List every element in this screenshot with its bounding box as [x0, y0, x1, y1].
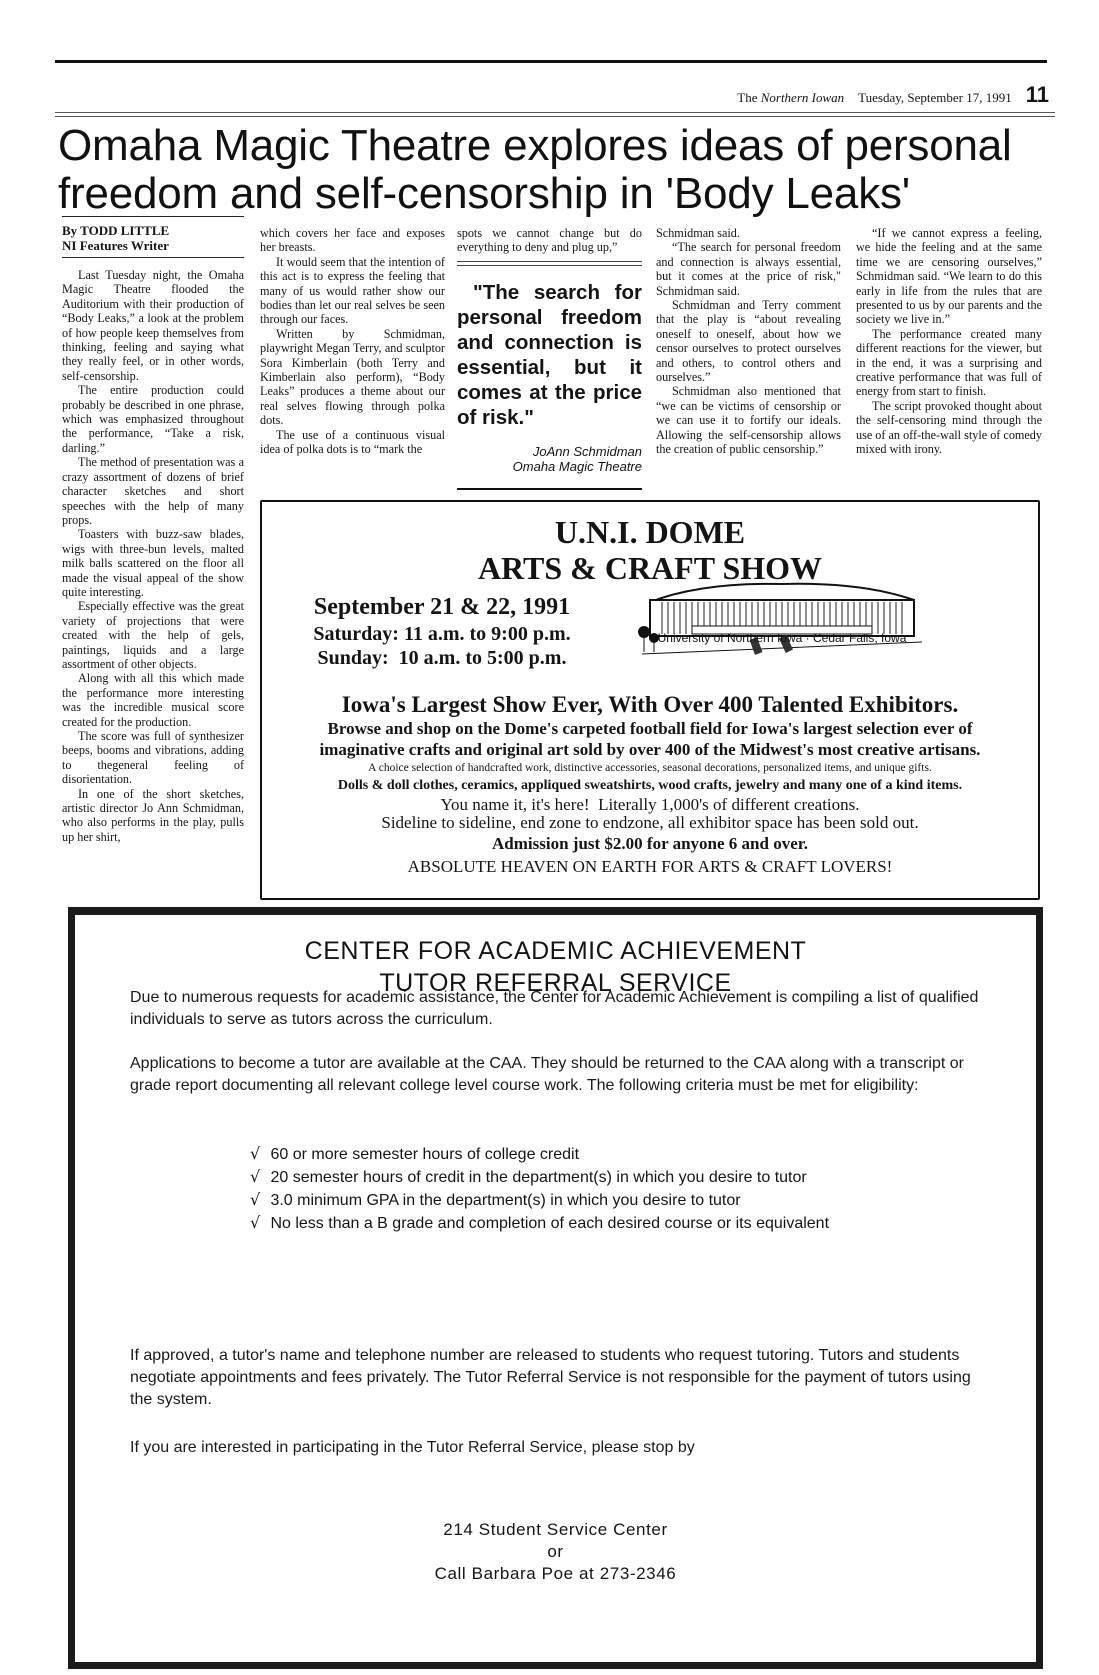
- criteria-text: 3.0 minimum GPA in the department(s) in which you desire to tutor: [270, 1192, 741, 1209]
- top-rule: [55, 60, 1047, 63]
- headline-line-1: Omaha Magic Theatre explores ideas of personal: [58, 121, 1012, 170]
- quote-bottom-rule: [457, 488, 642, 490]
- uni-dome-illustration-icon: [632, 578, 932, 658]
- craft-headline: Iowa's Largest Show Ever, With Over 400 Talented Exhibitors.: [341, 692, 959, 717]
- quote-top-rule: [457, 261, 642, 266]
- article-column-3: [457, 226, 642, 490]
- article-column-4: [656, 226, 841, 457]
- byline-title: NI Features Writer: [62, 238, 169, 253]
- craft-ad-details: [262, 692, 1038, 878]
- byline-author: By TODD LITTLE: [62, 223, 170, 238]
- paragraph: The script provoked thought about the self-censoring mind through the use of an off-the-wall style of comedy mixed with irony.: [856, 398, 1042, 457]
- craft-title-line-2: ARTS & CRAFT SHOW: [477, 550, 823, 586]
- paragraph: In one of the short sketches, artistic director Jo Ann Schmidman, who also performs in the play, pulls up her shirt,: [62, 786, 244, 844]
- tutor-title-line-1: CENTER FOR ACADEMIC ACHIEVEMENT: [304, 937, 807, 965]
- checkmark-icon: √: [250, 1190, 261, 1209]
- article-headline: [58, 122, 1058, 218]
- issue-date: Tuesday, September 17, 1991: [858, 90, 1012, 105]
- tutor-applications: [130, 1053, 990, 1097]
- craft-line: Sideline to sideline, end zone to endzone, all exhibitor space has been sold out.: [381, 813, 919, 832]
- paragraph: The entire production could probably be described in one phrase, which was emphasized throughout the performance, “Take a risk, darling.”: [62, 383, 244, 455]
- paragraph: “If we cannot express a feeling, we hide the feeling and at the same time we are censoring ourselves,” Schmidman said. “We learn to do this early in life from the rules that are presented to us by our parents and the society we live in.”: [856, 226, 1042, 327]
- tutor-title-line-2: TUTOR REFERRAL SERVICE: [379, 969, 732, 997]
- tutor-contact: [75, 1519, 1036, 1585]
- article-column-1: [62, 216, 244, 844]
- tutor-intro: [130, 987, 990, 1031]
- show-dates: September 21 & 22, 1991: [313, 594, 571, 620]
- attribution-name: JoAnn Schmidman: [532, 443, 642, 459]
- attribution-org: Omaha Magic Theatre: [512, 458, 642, 474]
- paragraph: If you are interested in participating in the Tutor Referral Service, please stop by: [130, 1439, 695, 1456]
- eligibility-criteria: [250, 1143, 870, 1235]
- checkmark-icon: √: [250, 1213, 261, 1232]
- sunday-hours: Sunday: 10 a.m. to 5:00 p.m.: [317, 647, 567, 669]
- craft-tagline: ABSOLUTE HEAVEN ON EARTH FOR ARTS & CRAFT LOVERS!: [407, 857, 893, 876]
- paragraph: It would seem that the intention of this act is to express the feeling that many of us would rather show our bodies than let our real selves be seen through our faces.: [260, 254, 445, 327]
- paragraph: Schmidman and Terry comment that the play is “about revealing oneself to oneself, about how we censor ourselves to protect ourselves and others, to control others and ourselves.”: [656, 298, 841, 385]
- byline: [62, 216, 244, 258]
- paragraph: The performance created many different reactions for the viewer, but in the end, it was a surprising and creative performance that was full of energy from start to finish.: [856, 326, 1042, 399]
- paragraph: “The search for personal freedom and connection is always essential, but it comes at the price of risk," Schmidman said.: [656, 240, 841, 298]
- paragraph: The method of presentation was a crazy assortment of dozens of brief character sketches and short speeches with the help of many props.: [62, 455, 244, 527]
- craft-line: Dolls & doll clothes, ceramics, appliqued sweatshirts, wood crafts, jewelry and many one of a kind items.: [337, 778, 963, 793]
- criteria-item: [250, 1189, 870, 1212]
- criteria-item: [250, 1143, 870, 1166]
- paragraph: Written by Schmidman, playwright Megan Terry, and sculptor Sora Kimberlain (both Terry and Kimberlain also perform), “Body Leaks” produces a theme about our real selves flowing through polka dots.: [260, 326, 445, 428]
- paragraph: Especially effective was the great variety of projections that were created with the help of gels, paintings, liquids and a large assortment of other objects.: [62, 599, 244, 671]
- paragraph: Toasters with buzz-saw blades, wigs with three-bun levels, malted milk balls scattered on the floor all made the visual appeal of the show quite interesting.: [62, 527, 244, 599]
- contact-location: 214 Student Service Center: [443, 1520, 668, 1539]
- paragraph: Schmidman also mentioned that “we can be victims of censorship or we can use it to fortify our ideals. Allowing the self-censorship allows the creation of public censorship.”: [656, 384, 841, 457]
- paper-title: [737, 90, 844, 106]
- tutor-approval-info: [130, 1345, 990, 1411]
- contact-or: or: [547, 1542, 564, 1561]
- saturday-hours: Saturday: 11 a.m. to 9:00 p.m.: [313, 623, 571, 645]
- checkmark-icon: √: [250, 1144, 261, 1163]
- headline-line-2: freedom and self-censorship in 'Body Leaks': [58, 169, 910, 218]
- dome-caption: University of Northern Iowa · Cedar Falls, Iowa: [657, 631, 907, 645]
- paragraph: The score was full of synthesizer beeps, booms and vibrations, adding to thegeneral feeling of disorientation.: [62, 729, 244, 787]
- paragraph: spots we cannot change but do everything to deny and plug up,”: [457, 226, 642, 255]
- article-column-5: [856, 226, 1042, 457]
- paragraph: The use of a continuous visual idea of polka dots is to “mark the: [260, 427, 445, 457]
- craft-ad-title: [262, 514, 1038, 586]
- craft-show-schedule: [292, 592, 592, 670]
- criteria-text: 20 semester hours of credit in the department(s) in which you desire to tutor: [270, 1169, 807, 1186]
- page-header: [737, 82, 1049, 108]
- criteria-text: 60 or more semester hours of college credit: [270, 1146, 580, 1163]
- article-column-2: [260, 226, 445, 457]
- criteria-text: No less than a B grade and completion of each desired course or its equivalent: [270, 1215, 830, 1232]
- paragraph: If approved, a tutor's name and telephone number are released to students who request tutoring. Tutors and students negotiate appointments and fees privately. The Tutor Referral Service is not responsible for the payment of tutors using the system.: [130, 1347, 971, 1408]
- criteria-item: [250, 1166, 870, 1189]
- craft-line: A choice selection of handcrafted work, distinctive accessories, seasonal decorations, personalized items, and unique gifts.: [368, 762, 932, 774]
- paper-name: Northern Iowan: [760, 90, 845, 105]
- criteria-item: [250, 1212, 870, 1235]
- paragraph: Last Tuesday night, the Omaha Magic Theatre flooded the Auditorium with their production of “Body Leaks,” a look at the problem of how people keep themselves from thinking, feeling and saying what they really feel, or in other words, self-censorship.: [62, 268, 244, 383]
- paragraph: Applications to become a tutor are available at the CAA. They should be returned to the CAA along with a transcript or grade report documenting all relevant college level course work. The following criteria must be met for eligibility:: [130, 1055, 964, 1094]
- contact-phone: Call Barbara Poe at 273-2346: [434, 1564, 677, 1583]
- craft-title-line-1: U.N.I. DOME: [554, 514, 746, 550]
- craft-line: Browse and shop on the Dome's carpeted football field for Iowa's largest selection ever of: [327, 719, 973, 738]
- paragraph: which covers her face and exposes her breasts.: [260, 226, 445, 255]
- pull-quote: "The search for personal freedom and connection is essential, but it comes at the price of risk.": [457, 280, 642, 429]
- tutor-interest: [130, 1437, 990, 1459]
- quote-attribution: [457, 444, 642, 474]
- paragraph: Along with all this which made the performance more interesting was the incredible musical score created for the production.: [62, 671, 244, 729]
- checkmark-icon: √: [250, 1167, 261, 1186]
- craft-line: imaginative crafts and original art sold by over 400 of the Midwest's most creative artisans.: [319, 740, 981, 759]
- header-double-rule: [55, 112, 1055, 117]
- craft-show-ad: [260, 500, 1040, 900]
- tutor-referral-ad: [68, 907, 1043, 1669]
- paper-prefix: The: [737, 90, 758, 105]
- paragraph: Schmidman said.: [656, 226, 740, 240]
- craft-line: You name it, it's here! Literally 1,000's of different creations.: [440, 795, 860, 814]
- paragraph: Due to numerous requests for academic assistance, the Center for Academic Achievement is compiling a list of qualified individuals to serve as tutors across the curriculum.: [130, 989, 979, 1028]
- page-number: 11: [1025, 82, 1049, 107]
- admission-price: Admission just $2.00 for anyone 6 and over.: [492, 834, 808, 853]
